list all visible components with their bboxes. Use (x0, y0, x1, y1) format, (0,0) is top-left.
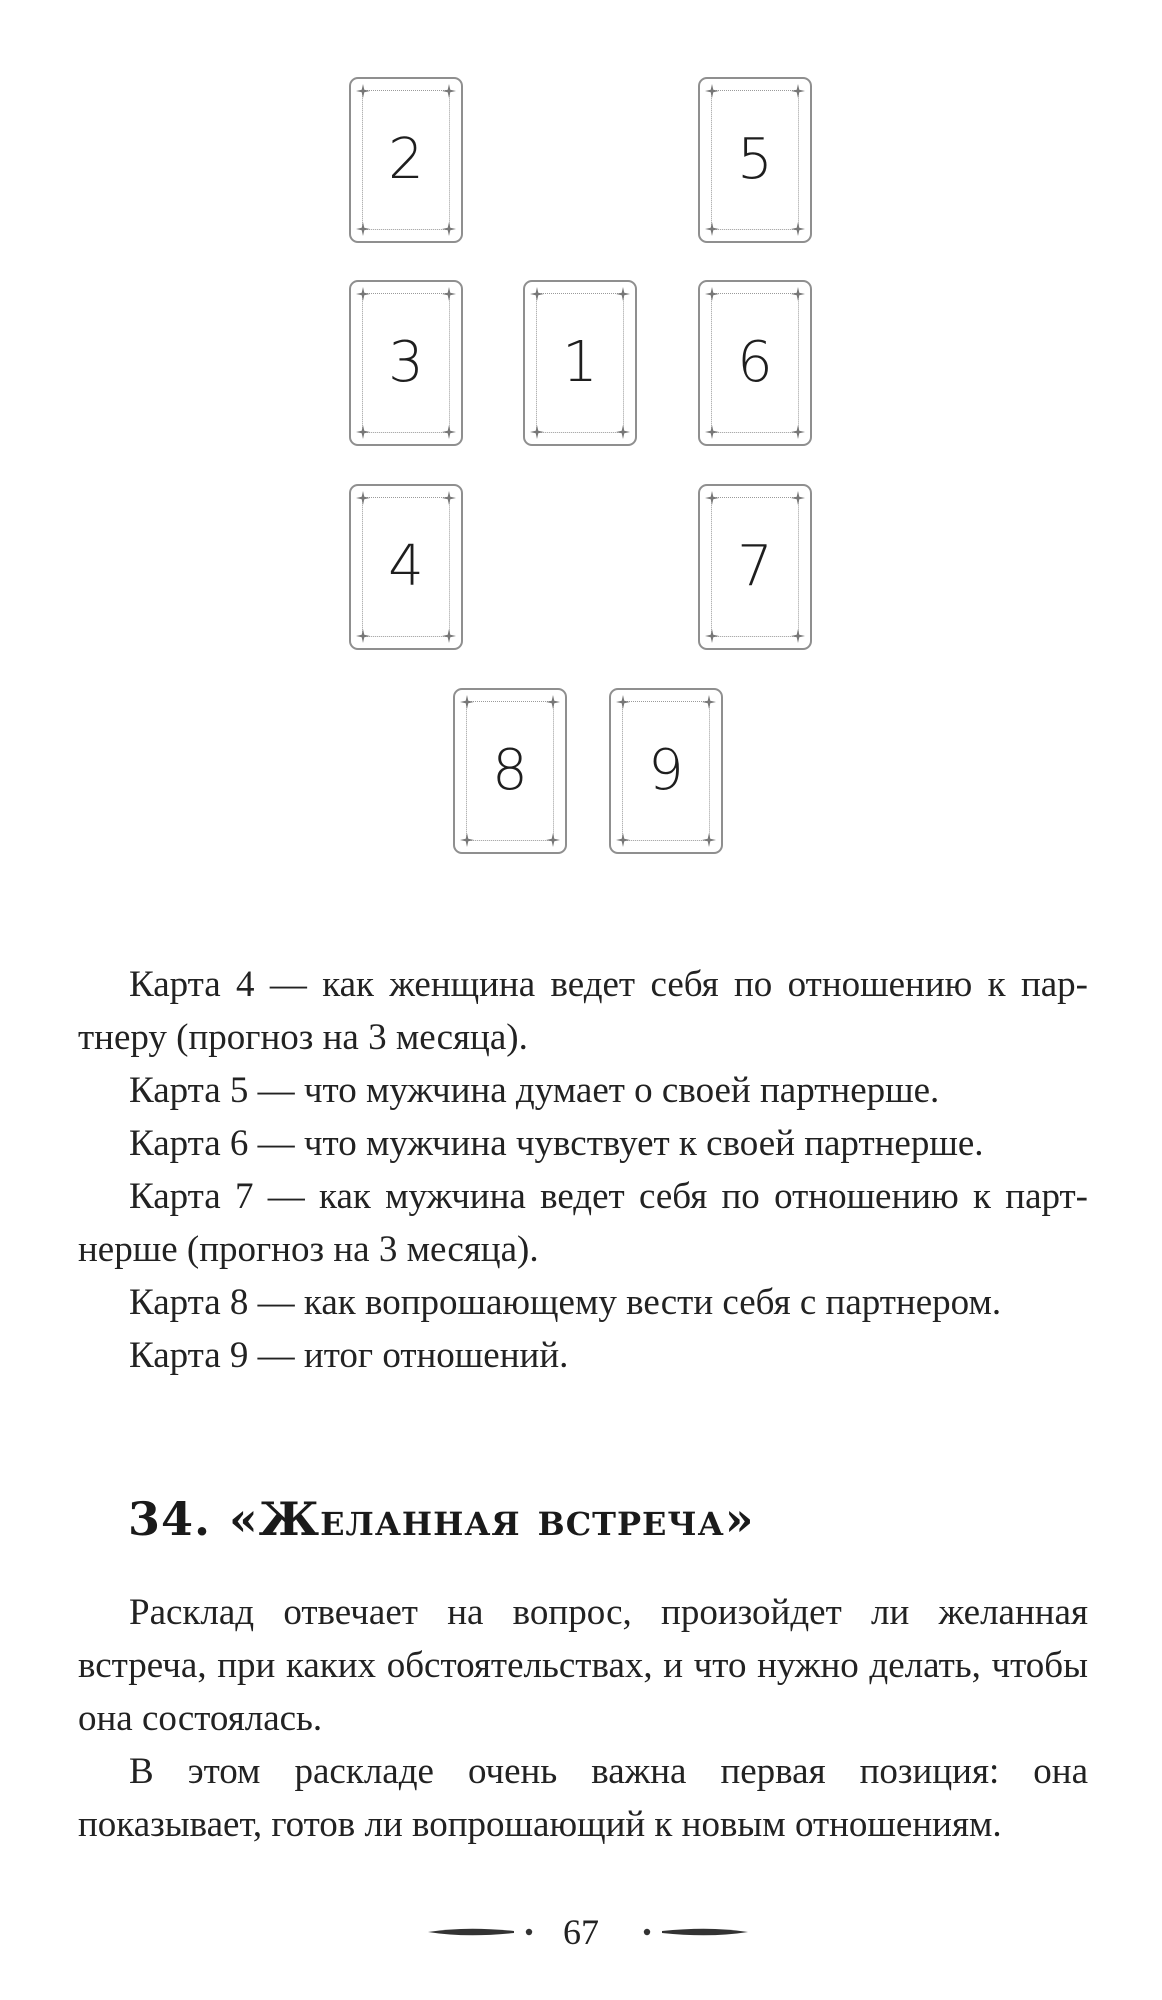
star-ornament-icon (705, 222, 719, 236)
card-number: 1 (562, 330, 598, 395)
section-number: 34. (128, 1492, 212, 1546)
star-ornament-icon (791, 425, 805, 439)
star-ornament-icon (442, 287, 456, 301)
star-ornament-icon (356, 84, 370, 98)
star-ornament-icon (356, 287, 370, 301)
star-ornament-icon (705, 491, 719, 505)
star-ornament-icon (616, 425, 630, 439)
star-ornament-icon (791, 629, 805, 643)
meaning-line: Карта 9 — итог отношений. (129, 1335, 569, 1376)
section-heading (128, 1492, 754, 1546)
body-paragraph: В этом раскладе очень важна первая позиция: она показывает, готов ли вопрошающий к новым отношениям. (78, 1751, 1088, 1845)
meaning-line: нерше (прогноз на 3 месяца). (78, 1229, 539, 1270)
star-ornament-icon (791, 84, 805, 98)
star-ornament-icon (702, 833, 716, 847)
star-ornament-icon (460, 695, 474, 709)
star-ornament-icon (791, 222, 805, 236)
footer-ornament-left-icon (426, 1924, 536, 1940)
star-ornament-icon (356, 491, 370, 505)
star-ornament-icon (442, 222, 456, 236)
card-number: 6 (737, 330, 773, 395)
card-number: 9 (648, 738, 684, 803)
star-ornament-icon (705, 84, 719, 98)
star-ornament-icon (791, 491, 805, 505)
star-ornament-icon (705, 425, 719, 439)
card-meanings-list (78, 958, 1088, 1382)
star-ornament-icon (705, 629, 719, 643)
meaning-line: Карта 6 — что мужчина чувствует к своей партнерше. (129, 1123, 984, 1164)
card-position-6 (698, 280, 812, 446)
star-ornament-icon (616, 287, 630, 301)
star-ornament-icon (442, 629, 456, 643)
star-ornament-icon (546, 833, 560, 847)
star-ornament-icon (791, 287, 805, 301)
body-paragraph: Расклад отвечает на вопрос, произойдет ли желанная встреча, при каких обстоятельствах, и что нужно делать, чтобы она состоялась. (78, 1592, 1088, 1739)
card-position-2 (349, 77, 463, 243)
card-position-3 (349, 280, 463, 446)
meaning-line: тнеру (прогноз на 3 месяца). (78, 1017, 528, 1058)
star-ornament-icon (356, 425, 370, 439)
star-ornament-icon (356, 629, 370, 643)
card-position-9 (609, 688, 723, 854)
card-number: 8 (492, 738, 528, 803)
star-ornament-icon (616, 695, 630, 709)
star-ornament-icon (442, 425, 456, 439)
card-position-1 (523, 280, 637, 446)
footer-ornament-right-icon (640, 1924, 750, 1940)
card-number: 5 (737, 127, 773, 192)
star-ornament-icon (546, 695, 560, 709)
card-number: 4 (388, 534, 424, 599)
star-ornament-icon (530, 287, 544, 301)
star-ornament-icon (530, 425, 544, 439)
star-ornament-icon (460, 833, 474, 847)
meaning-line: Карта 8 — как вопрошающему вести себя с партнером. (129, 1282, 1002, 1323)
star-ornament-icon (705, 287, 719, 301)
card-number: 7 (737, 534, 773, 599)
card-number: 2 (388, 127, 424, 192)
section-title: «Желанная встреча» (229, 1492, 755, 1546)
star-ornament-icon (442, 491, 456, 505)
section-body (78, 1586, 1088, 1851)
meaning-line: Карта 4 — как женщина ведет себя по отношению к пар- (129, 964, 1088, 1005)
star-ornament-icon (702, 695, 716, 709)
page-number: 67 (563, 1912, 599, 1952)
page-footer (0, 1910, 1162, 1960)
star-ornament-icon (442, 84, 456, 98)
meaning-line: Карта 7 — как мужчина ведет себя по отношению к парт- (129, 1176, 1088, 1217)
card-position-5 (698, 77, 812, 243)
card-position-4 (349, 484, 463, 650)
card-number: 3 (388, 330, 424, 395)
meaning-line: Карта 5 — что мужчина думает о своей партнерше. (129, 1070, 940, 1111)
card-position-7 (698, 484, 812, 650)
star-ornament-icon (616, 833, 630, 847)
star-ornament-icon (356, 222, 370, 236)
card-position-8 (453, 688, 567, 854)
